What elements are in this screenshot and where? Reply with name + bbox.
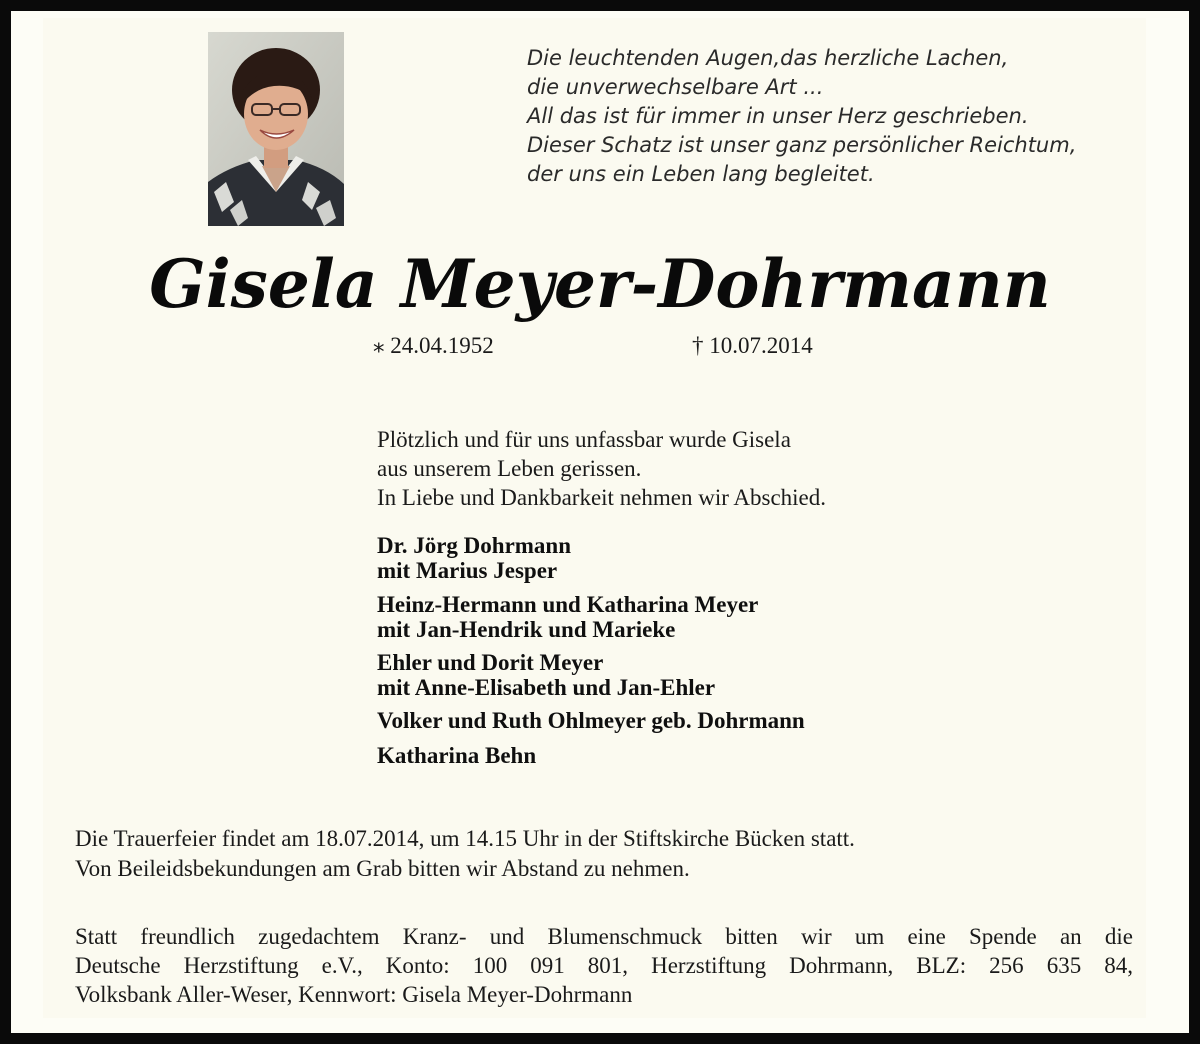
memorial-poem: Die leuchtenden Augen,das herzliche Lachen, die unverwechselbare Art ... All das ist für immer in unser Herz geschrieben. Dieser Schatz ist unser ganz persönlicher Reichtum, der uns ein Leben lang begleitet.	[527, 46, 1077, 186]
donation-line: Volksbank Aller-Weser, Kennwort: Gisela Meyer-Dohrmann	[75, 982, 633, 1007]
donation-line: Deutsche Herzstiftung e.V., Konto: 100 091 801, Herzstiftung Dohrmann, BLZ: 256 635 84,	[75, 953, 1133, 978]
mourner-group: Heinz-Hermann und Katharina Meyer mit Jan-Hendrik und Marieke	[377, 592, 759, 642]
mourner-group: Ehler und Dorit Meyer mit Anne-Elisabeth und Jan-Ehler	[377, 650, 716, 700]
funeral-service-notice: Die Trauerfeier findet am 18.07.2014, um 14.15 Uhr in der Stiftskirche Bücken statt. Von Beileidsbekundungen am Grab bitten wir Abstand zu nehmen.	[75, 826, 855, 881]
deceased-name: Gisela Meyer-Dohrmann	[149, 245, 1051, 323]
mourner-group: Katharina Behn	[377, 743, 537, 768]
mourner-group: Dr. Jörg Dohrmann mit Marius Jesper	[377, 533, 572, 583]
portrait-photo	[208, 32, 344, 226]
donation-line: Statt freundlich zugedachtem Kranz- und Blumenschmuck bitten wir um eine Spende an die	[75, 924, 1133, 949]
birth-date: ⁎ 24.04.1952	[373, 333, 494, 358]
death-date: † 10.07.2014	[692, 333, 813, 358]
farewell-message: Plötzlich und für uns unfassbar wurde Gisela aus unserem Leben gerissen. In Liebe und Dankbarkeit nehmen wir Abschied.	[377, 427, 827, 510]
mourner-group: Volker und Ruth Ohlmeyer geb. Dohrmann	[377, 708, 805, 733]
donation-notice	[75, 922, 1133, 1009]
